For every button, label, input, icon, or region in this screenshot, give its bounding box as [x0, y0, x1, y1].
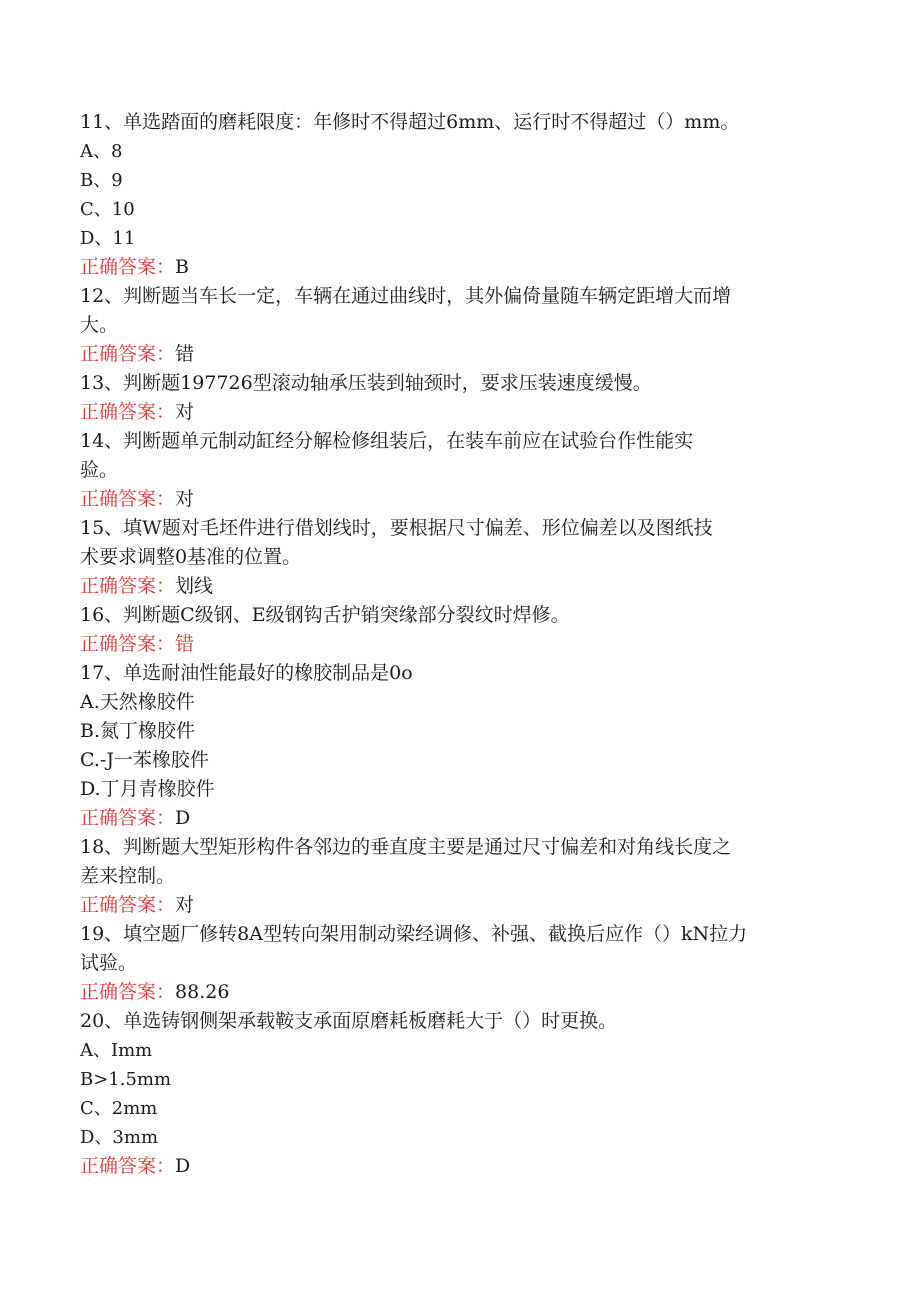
answer-value: 错: [175, 343, 195, 365]
question-20-option-b: B>1.5mm: [80, 1069, 172, 1090]
question-12-answer: [80, 340, 840, 369]
answer-value: 对: [175, 401, 195, 423]
question-18-text-line-1: 18、判断题大型矩形构件各邻边的垂直度主要是通过尺寸偏差和对角线长度之: [80, 836, 732, 858]
answer-label: 正确答案：: [80, 807, 176, 829]
question-12-text-line-1: 12、判断题当车长一定，车辆在通过曲线时，其外偏倚量随车辆定距增大而增: [80, 285, 732, 307]
question-11-answer: [80, 253, 840, 282]
question-17-option-b: B.氮丁橡胶件: [80, 720, 196, 742]
question-17-option-c: C.-J一苯橡胶件: [80, 749, 209, 771]
question-20-text: 20、单选铸钢侧架承载鞍支承面原磨耗板磨耗大于（）时更换。: [80, 1010, 618, 1032]
answer-label: 正确答案：: [80, 575, 176, 597]
answer-label: 正确答案：: [80, 256, 176, 278]
answer-label: 正确答案：: [80, 488, 176, 510]
question-15-text-line-2: 术要求调整0基准的位置。: [80, 546, 302, 568]
question-17-option-d: D.丁月青橡胶件: [80, 778, 215, 800]
question-11-option-c: C、10: [80, 199, 135, 220]
question-18-text-line-2: 差来控制。: [80, 865, 176, 887]
question-20-answer: [80, 1152, 840, 1181]
question-17-answer: [80, 804, 840, 833]
question-11-text: 11、单选踏面的磨耗限度：年修时不得超过6mm、运行时不得超过（）mm。: [80, 111, 740, 133]
answer-value: B: [175, 256, 189, 278]
question-11-option-b: B、9: [80, 170, 123, 191]
question-list: [80, 108, 840, 1181]
answer-label: 正确答案：: [80, 343, 176, 365]
question-17-option-a: A.天然橡胶件: [80, 691, 195, 713]
question-13-text: 13、判断题197726型滚动轴承压装到轴颈时，要求压装速度缓慢。: [80, 372, 652, 394]
question-17-text: 17、单选耐油性能最好的橡胶制品是0o: [80, 662, 413, 684]
answer-value: D: [175, 807, 191, 829]
question-20-option-c: C、2mm: [80, 1098, 158, 1119]
answer-label: 正确答案：: [80, 1155, 176, 1177]
question-12-text-line-2: 大。: [80, 314, 119, 336]
answer-value: 划线: [175, 575, 214, 597]
question-11-option-d: D、11: [80, 228, 136, 249]
question-18-answer: [80, 891, 840, 920]
question-19-text-line-2: 试验。: [80, 952, 138, 974]
question-19-answer: [80, 978, 840, 1007]
question-16-text: 16、判断题C级钢、E级钢钩舌护销突缘部分裂纹时焊修。: [80, 604, 570, 626]
answer-label: 正确答案：: [80, 401, 176, 423]
question-14-answer: [80, 485, 840, 514]
question-15-text-line-1: 15、填W题对毛坯件进行借划线时，要根据尺寸偏差、形位偏差以及图纸技: [80, 517, 713, 539]
answer-label: 正确答案：: [80, 894, 176, 916]
question-20-option-d: D、3mm: [80, 1127, 159, 1148]
answer-value: 对: [175, 894, 195, 916]
answer-label: 正确答案：: [80, 981, 176, 1003]
answer-label: 正确答案：: [80, 633, 176, 655]
answer-value: 错: [175, 633, 195, 655]
question-16-answer: [80, 630, 840, 659]
question-20-option-a: A、Imm: [80, 1040, 153, 1061]
question-14-text-line-1: 14、判断题单元制动缸经分解检修组装后，在装车前应在试验台作性能实: [80, 430, 694, 452]
answer-value: 88.26: [175, 981, 230, 1003]
question-11-option-a: A、8: [80, 141, 123, 162]
answer-value: D: [175, 1155, 191, 1177]
question-15-answer: [80, 572, 840, 601]
answer-value: 对: [175, 488, 195, 510]
question-19-text-line-1: 19、填空题厂修转8A型转向架用制动梁经调修、补强、截换后应作（）kN拉力: [80, 923, 748, 945]
question-14-text-line-2: 验。: [80, 459, 119, 481]
question-13-answer: [80, 398, 840, 427]
